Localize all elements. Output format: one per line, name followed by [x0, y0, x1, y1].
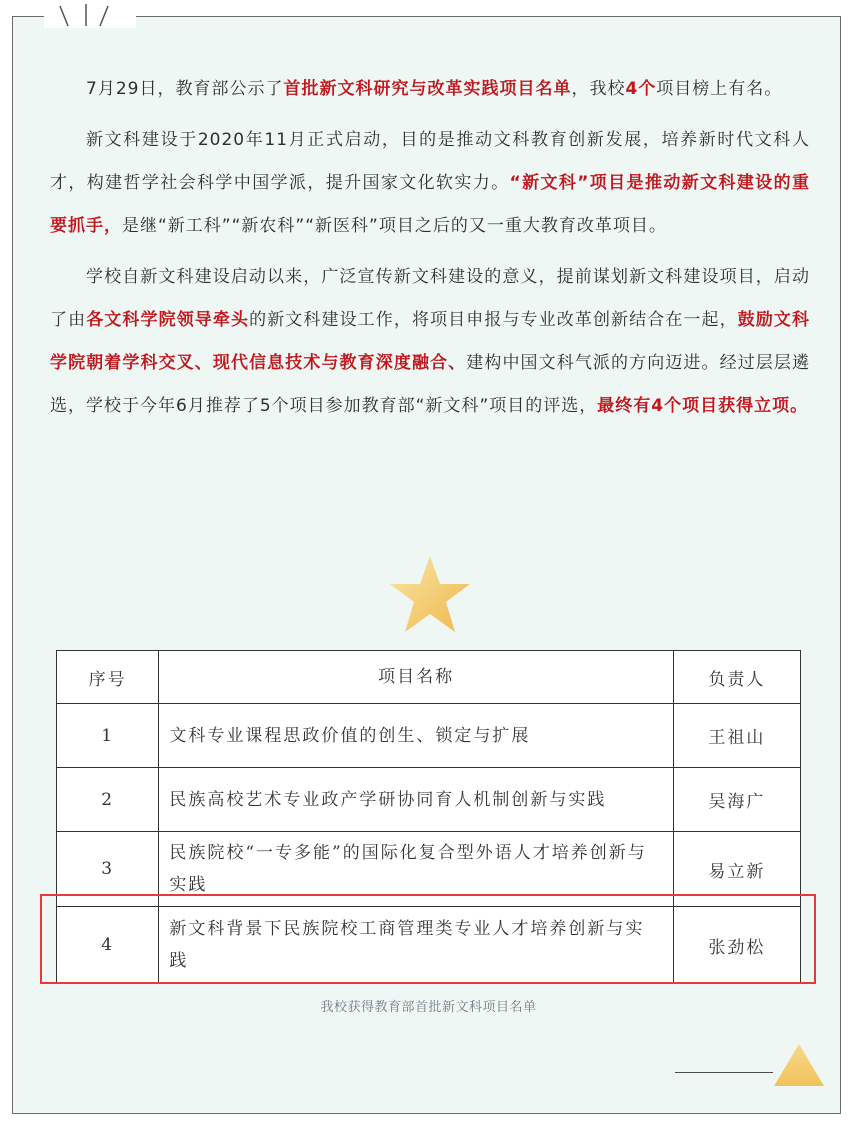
body-text: 是继“新工科”“新农科”“新医科”项目之后的又一重大教育改革项目。	[122, 216, 667, 236]
paragraph	[50, 256, 810, 428]
highlighted-text: 4个	[625, 79, 657, 99]
row-number: 3	[57, 832, 159, 907]
table-header-row	[57, 651, 801, 704]
table-row	[57, 832, 801, 907]
project-name: 民族高校艺术专业政产学研协同育人机制创新与实践	[159, 768, 673, 832]
article-body	[50, 68, 810, 436]
table-row	[57, 704, 801, 768]
row-number: 1	[57, 704, 159, 768]
highlighted-text: 最终有4个项目获得立项。	[597, 396, 809, 416]
body-text: 的新文科建设工作，将项目申报与专业改革创新结合在一起，	[249, 310, 738, 330]
table-caption: 我校获得教育部首批新文科项目名单	[320, 1000, 537, 1015]
paragraph	[50, 119, 810, 248]
triangle-icon	[772, 1042, 826, 1088]
project-name: 新文科背景下民族院校工商管理类专业人才培养创新与实践	[159, 907, 673, 984]
highlighted-text: 首批新文科研究与改革实践项目名单	[283, 79, 572, 99]
project-table	[56, 650, 801, 984]
paragraph	[50, 68, 810, 111]
star-icon	[388, 554, 472, 634]
body-text: 新文科建设于2020年11月正式启动，目的是推动文科教育创新发展，培养新时代文科人才，构建哲学社会科学中国学派，提升国家文化软实力。	[50, 130, 810, 193]
project-leader: 吴海广	[673, 768, 800, 832]
column-header-no: 序号	[57, 651, 159, 704]
column-header-name: 项目名称	[159, 651, 673, 704]
project-leader: 张劲松	[673, 907, 800, 984]
highlighted-text: 鼓励文科学院朝着学科交叉、现代信息技术与教育深度融合、	[50, 310, 811, 373]
column-header-leader: 负责人	[673, 651, 800, 704]
table-row	[57, 768, 801, 832]
project-name: 民族院校“一专多能”的国际化复合型外语人才培养创新与实践	[159, 832, 673, 907]
project-name: 文科专业课程思政价值的创生、锁定与扩展	[159, 704, 673, 768]
highlighted-text: 各文科学院领导牵头	[86, 310, 250, 330]
highlighted-text: “新文科”项目是推动新文科建设的重要抓手，	[50, 173, 810, 236]
project-leader: 王祖山	[673, 704, 800, 768]
body-text: 项目榜上有名。	[656, 79, 783, 99]
body-text: 7月29日，教育部公示了	[86, 79, 284, 99]
project-leader: 易立新	[673, 832, 800, 907]
body-text: 建构中国文科气派的方向迈进。经过层层遴选，学校于今年6月推荐了5个项目参加教育部“新文科”项目的评选，	[50, 353, 811, 416]
body-text: ，我校	[571, 79, 626, 99]
row-number: 4	[57, 907, 159, 984]
row-number: 2	[57, 768, 159, 832]
deco-lines-icon	[52, 2, 122, 28]
bottom-divider	[675, 1072, 773, 1073]
body-text: 学校自新文科建设启动以来，广泛宣传新文科建设的意义，提前谋划新文科建设项目，启动了由	[50, 267, 810, 330]
table-row	[57, 907, 801, 984]
